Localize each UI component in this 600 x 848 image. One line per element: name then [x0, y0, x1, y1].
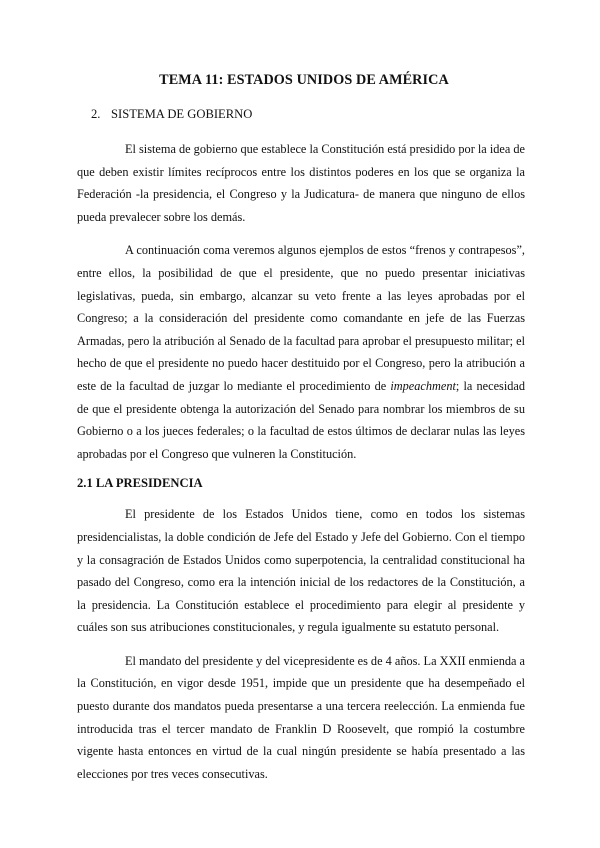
subsection-heading: 2.1 LA PRESIDENCIA — [77, 476, 203, 491]
page-title: TEMA 11: ESTADOS UNIDOS DE AMÉRICA — [159, 72, 449, 88]
italic-term: impeachment — [390, 378, 456, 393]
section-heading — [91, 107, 525, 122]
paragraph-mandate: El mandato del presidente y del vicepresidente es de 4 años. La XXII enmienda a la Constitución, en vigor desde 1951, impide que un presidente que ha desempeñado el puesto durante dos mandatos pueda presentarse a una tercera reelección. La enmienda fue introducida tras el tercer mandato de Franklin D Roosevelt, que rompió la costumbre vigente hasta entonces en virtud de la cual ningún presidente se había presentado a las elecciones por tres veces consecutivas. — [77, 653, 525, 781]
section-label: SISTEMA DE GOBIERNO — [111, 107, 253, 121]
paragraph-checks-and-balances — [77, 239, 525, 465]
paragraph-intro: El sistema de gobierno que establece la Constitución está presidido por la idea de que deben existir límites recíprocos entre los distintos poderes en los que se organiza la Federación -la presidencia, el Congreso y la Judicatura- de manera que ninguno de ellos pueda prevalecer sobre los demás. — [77, 142, 525, 224]
paragraph-text: A continuación coma veremos algunos ejemplos de estos “frenos y contrapesos”, entre ellos, la posibilidad de que el presidente, que no puedo presentar iniciativas legislativas, pueda, sin embargo, alcanzar su veto frente a las leyes aprobadas por el Congreso; a la consideración del presidente como comandante en jefe de las Fuerzas Armadas, pero la atribución al Senado de la facultad para aprobar el presupuesto militar; el hecho de que el presidente no puedo hacer destituido por el Congreso, pero la atribución a este de la facultad de juzgar lo mediante el procedimiento de — [77, 243, 525, 393]
paragraph-presidency: El presidente de los Estados Unidos tiene, como en todos los sistemas presidencialistas, la doble condición de Jefe del Estado y Jefe del Gobierno. Con el tiempo y la consagración de Estados Unidos como superpotencia, la centralidad constitucional ha pasado del Congreso, como era la intención inicial de los redactores de la Constitución, a la presidencia. La Constitución establece el procedimiento para elegir al presidente y cuáles son sus atribuciones constitucionales, y regula igualmente su estatuto personal. — [77, 507, 525, 635]
paragraph-text: ; la necesidad de que el presidente obtenga la autorización del Senado para nombrar los miembros de su Gobierno o a los jueces federales; o la facultad de estos últimos de declarar nulas las leyes aprobadas por el Congreso que vulneren la Constitución. — [77, 378, 525, 461]
section-number: 2. — [91, 107, 101, 121]
